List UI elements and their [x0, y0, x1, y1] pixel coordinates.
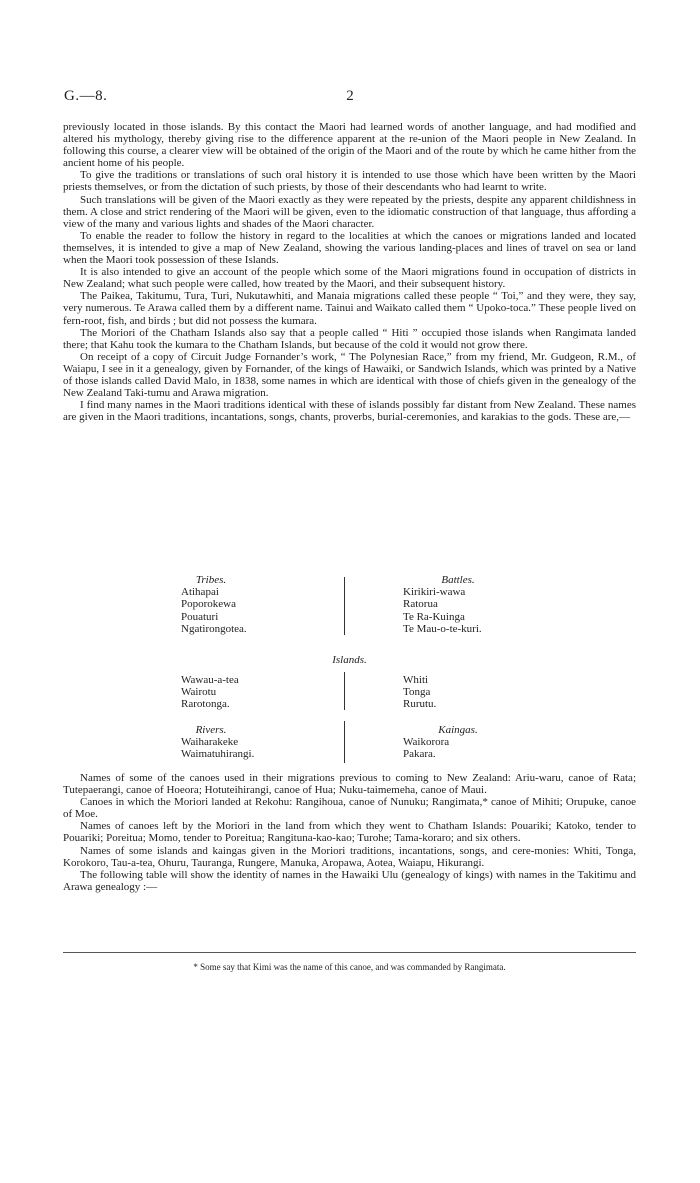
paragraph: It is also intended to give an account of the people which some of the Maori migrations found in occupation of districts in New Zealand; what such people were called, how treated by the Maori, and their subsequent history. [63, 266, 636, 291]
list-item: Rarotonga. [181, 698, 230, 711]
list-item: Wawau-a-tea [181, 674, 239, 686]
paragraph: previously located in those islands. By this contact the Maori had learned words of another language, and had modified and altered his mythology, thereby giving rise to the difference apparent at the re-union of the Maori people in New Zealand. In following this course, a clearer view will be obtained of the origin of the Maori and of the route by which he came hither from the ancient home of his people. [63, 121, 636, 170]
paragraph: To enable the reader to follow the history in regard to the localities at which the canoes or migrations landed and located themselves, it is intended to give a map of New Zealand, showing the various landing-places and lines of travel on sea or land when the Maori took possession of these Islands. [63, 229, 636, 267]
paragraph: The Moriori of the Chatham Islands also say that a people called “ Hiti ” occupied those islands when Rangimata landed there; that Kahu took the kumara to the Chatham Islands, but because of the cold it would not grow there. [63, 326, 636, 351]
list-item: Kirikiri-wawa [403, 586, 466, 599]
list-item: Waimatuhirangi. [181, 748, 255, 761]
footnote: * Some say that Kimi was the name of this canoe, and was commanded by Rangimata. [193, 962, 506, 972]
list-item: Wairotu [181, 686, 217, 699]
battles-heading: Battles. [441, 574, 475, 586]
footnote-divider [63, 952, 636, 953]
list-item: Poporokewa [181, 598, 236, 611]
list-item: Rurutu. [403, 698, 437, 711]
body-text-upper [63, 121, 636, 423]
column-divider [344, 721, 345, 763]
page-header [64, 88, 636, 112]
column-divider [344, 577, 345, 635]
islands-right-column [403, 674, 583, 711]
kaingas-column [403, 724, 583, 761]
document-reference: G.—8. [64, 88, 108, 104]
paragraph: On receipt of a copy of Circuit Judge Fornander’s work, “ The Polynesian Race,” from my friend, Mr. Gudgeon, R.M., of Waiapu, I see in it a genealogy, given by Fornander, of the kings of Hawaiki, or Sandwich Islands, which was printed by a Native of those islands called David Malo, in 1838, some names in which are identical with those of chiefs given in the genealogy of the New Zealand Taki-tumu and Arawa migration. [63, 350, 636, 400]
list-item: Pakara. [403, 748, 436, 761]
islands-left-column [181, 674, 341, 711]
kaingas-heading: Kaingas. [438, 724, 478, 736]
list-item: Atihapai [181, 586, 219, 599]
paragraph: The following table will show the identity of names in the Hawaiki Ulu (genealogy of kings) with names in the Takitimu and Arawa genealogy :— [63, 868, 636, 893]
paragraph: Names of canoes left by the Moriori in the land from which they went to Chatham Islands: Pouariki; Katoko, tender to Pouariki; Poreitua; Momo, tender to Poreitua; Rangituna-kao-kao; Turohe; Tama-koraro; and six others. [63, 820, 636, 845]
body-text-lower [63, 772, 636, 893]
list-item: Whiti [403, 674, 429, 686]
paragraph: Canoes in which the Moriori landed at Rekohu: Rangihoua, canoe of Nunuku; Rangimata,* canoe of Mihiti; Orupuke, canoe of Moe. [63, 796, 636, 821]
page-number: 2 [346, 88, 354, 104]
list-item: Pouaturi [181, 610, 219, 623]
list-item: Waikorora [403, 736, 450, 749]
list-item: Ngatirongotea. [181, 622, 247, 635]
islands-heading: Islands. [332, 654, 367, 666]
paragraph: Names of some of the canoes used in their migrations previous to coming to New Zealand: Ariu-waru, canoe of Rata; Tutepaerangi, canoe of Hoeora; Hotuteihirangi, canoe of Hua; Nuku-taimemeha, canoe of Maui. [63, 772, 636, 797]
tribes-column [181, 574, 341, 635]
tribes-heading: Tribes. [195, 574, 227, 586]
paragraph: I find many names in the Maori traditions identical with these of islands possibly far distant from New Zealand. These names are given in the Maori traditions, incantations, songs, chants, proverbs, burial-ceremonies, and karakias to the gods. These are,— [63, 399, 636, 424]
paragraph: Names of some islands and kaingas given in the Moriori traditions, incantations, songs, and cere-monies: Whiti, Tonga, Korokoro, Tau-a-tea, Ohuru, Tauranga, Rungere, Manuka, Aropawa, Aotea, Waiapu, Hikurangi. [63, 844, 636, 869]
list-item: Tonga [403, 686, 431, 699]
paragraph: To give the traditions or translations of such oral history it is intended to use those which have been written by the Maori priests themselves, or from the dictation of such priests, by those of their descendants who had learnt to write. [63, 169, 636, 194]
rivers-column [181, 724, 341, 761]
list-item: Ratorua [403, 598, 438, 611]
rivers-heading: Rivers. [195, 724, 227, 736]
column-divider [344, 672, 345, 710]
paragraph: Such translations will be given of the Maori exactly as they were repeated by the priests, despite any apparent childishness in them. A close and strict rendering of the Maori will be given, even to the idiomatic construction of that language, thus affording a view of the many and various lights and shades of the Maori character. [63, 193, 636, 230]
battles-column [403, 574, 583, 635]
list-item: Te Mau-o-te-kuri. [403, 622, 482, 635]
list-item: Te Ra-Kuinga [403, 610, 465, 623]
paragraph: The Paikea, Takitumu, Tura, Turi, Nukutawhiti, and Manaia migrations called these people “ Toi,” and they were, they say, very numerous. Te Arawa called them by a different name. Tainui and Waikato called them “ Upoko-toca.” These people lived on fern-root, fish, and birds ; but did not possess the kumara. [63, 290, 636, 327]
list-item: Waiharakeke [181, 736, 239, 749]
